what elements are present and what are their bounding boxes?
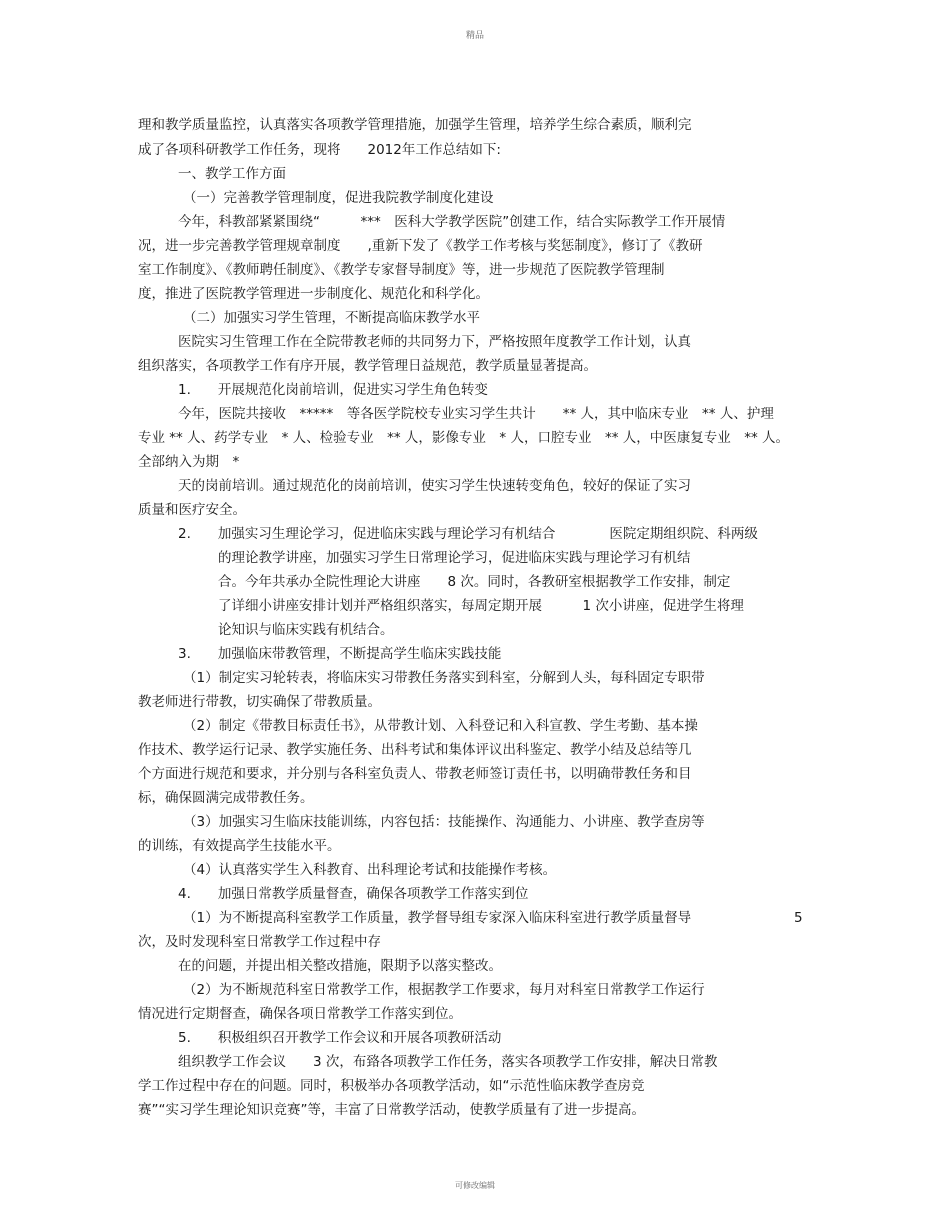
- text-line: 理和教学质量监控，认真落实各项教学管理措施，加强学生管理，培养学生综合素质，顺利完: [138, 117, 692, 133]
- text-line: 个方面进行规范和要求，并分别与各科室负责人、带教老师签订责任书，以明确带教任务和目: [138, 766, 692, 782]
- text-line: 情况进行定期督查，确保各项日常教学工作落实到位。: [138, 1006, 462, 1022]
- text-line: （1）为不断提高科室教学工作质量，教学督导组专家深入临床科室进行教学质量督导: [183, 910, 692, 926]
- text-line: 在的问题，并提出相关整改措施，限期予以落实整改。: [178, 958, 502, 974]
- text-line: 全部纳入为期 *: [138, 454, 240, 470]
- text-line: （2）为不断规范科室日常教学工作，根据教学工作要求，每月对科室日常教学工作运行: [183, 982, 705, 998]
- text-line: （2）制定《带教目标责任书》，从带教计划、入科登记和入科宣教、学生考勤、基本操: [183, 718, 698, 734]
- text-line: 学工作过程中存在的问题。同时，积极举办各项教学活动，如“示范性临床教学查房竞: [138, 1078, 645, 1094]
- text-line: 5. 积极组织召开教学工作会议和开展各项教研活动: [178, 1030, 502, 1046]
- text-line: 4. 加强日常教学质量督查，确保各项教学工作落实到位: [178, 886, 529, 902]
- text-line: （1）制定实习轮转表，将临床实习带教任务落实到科室，分解到人头，每科固定专职带: [183, 670, 705, 686]
- text-line: 成了各项科研教学工作任务，现将 2012年工作总结如下:: [138, 142, 501, 158]
- text-line: 合。今年共承办全院性理论大讲座 8 次。同时，各教研室根据教学工作安排，制定: [218, 574, 731, 590]
- text-line: 今年，科教部紧紧围绕“ *** 医科大学教学医院”创建工作，结合实际教学工作开展情: [178, 214, 726, 230]
- page-header: 精品: [465, 31, 484, 41]
- text-line: 度，推进了医院教学管理进一步制度化、规范化和科学化。: [138, 286, 489, 302]
- text-line: 次，及时发现科室日常教学工作过程中存: [138, 934, 381, 950]
- text-line: 今年，医院共接收 ***** 等各医学院校专业实习学生共计 ** 人，其中临床专业 ** 人、护理: [178, 406, 774, 422]
- text-line: 教老师进行带教，切实确保了带教质量。: [138, 694, 381, 710]
- text-line: 3. 加强临床带教管理，不断提高学生临床实践技能: [178, 646, 502, 662]
- text-line: 论知识与临床实践有机结合。: [218, 622, 394, 638]
- page-footer: 可修改编辑: [455, 1181, 495, 1190]
- text-line: 标，确保圆满完成带教任务。: [138, 790, 314, 806]
- text-line: （4）认真落实学生入科教育、出科理论考试和技能操作考核。: [183, 862, 557, 878]
- text-line: 2. 加强实习生理论学习，促进临床实践与理论学习有机结合 医院定期组织院、科两级: [178, 526, 758, 542]
- text-line: 一、教学工作方面: [178, 166, 286, 182]
- text-line: （一）完善教学管理制度，促进我院教学制度化建设: [183, 190, 494, 206]
- text-line: 室工作制度》、《教师聘任制度》、《教学专家督导制度》等，进一步规范了医院教学管理制: [138, 262, 665, 278]
- text-line: 组织教学工作会议 3 次，布臵各项教学工作任务，落实各项教学工作安排，解决日常教: [178, 1054, 718, 1070]
- text-line: 质量和医疗安全。: [138, 502, 246, 518]
- text-line: 1. 开展规范化岗前培训，促进实习学生角色转变: [178, 382, 488, 398]
- text-line: 的训练，有效提高学生技能水平。: [138, 838, 341, 854]
- text-line: 组织落实，各项教学工作有序开展，教学管理日益规范，教学质量显著提高。: [138, 358, 597, 374]
- text-line: 作技术、教学运行记录、教学实施任务、出科考试和集体评议出科鉴定、教学小结及总结等几: [138, 742, 692, 758]
- text-line: 5: [794, 910, 803, 926]
- text-line: 况，进一步完善教学管理规章制度 ,重新下发了《教学工作考核与奖惩制度》，修订了《教研: [138, 238, 703, 254]
- text-line: 了详细小讲座安排计划并严格组织落实，每周定期开展 1 次小讲座，促进学生将理: [218, 598, 744, 614]
- text-line: 赛”“实习学生理论知识竞赛”等，丰富了日常教学活动，使教学质量有了进一步提高。: [138, 1102, 645, 1118]
- text-line: 医院实习生管理工作在全院带教老师的共同努力下，严格按照年度教学工作计划，认真: [178, 334, 691, 350]
- text-line: （二）加强实习学生管理，不断提高临床教学水平: [183, 310, 480, 326]
- text-line: 天的岗前培训。通过规范化的岗前培训，使实习学生快速转变角色，较好的保证了实习: [178, 478, 691, 494]
- text-line: （3）加强实习生临床技能训练，内容包括：技能操作、沟通能力、小讲座、教学查房等: [183, 814, 705, 830]
- text-line: 专业 ** 人、药学专业 * 人、检验专业 ** 人，影像专业 * 人，口腔专业 ** 人，中医康复专业 ** 人。: [138, 430, 790, 446]
- text-line: 的理论教学讲座，加强实习学生日常理论学习，促进临床实践与理论学习有机结: [218, 550, 691, 566]
